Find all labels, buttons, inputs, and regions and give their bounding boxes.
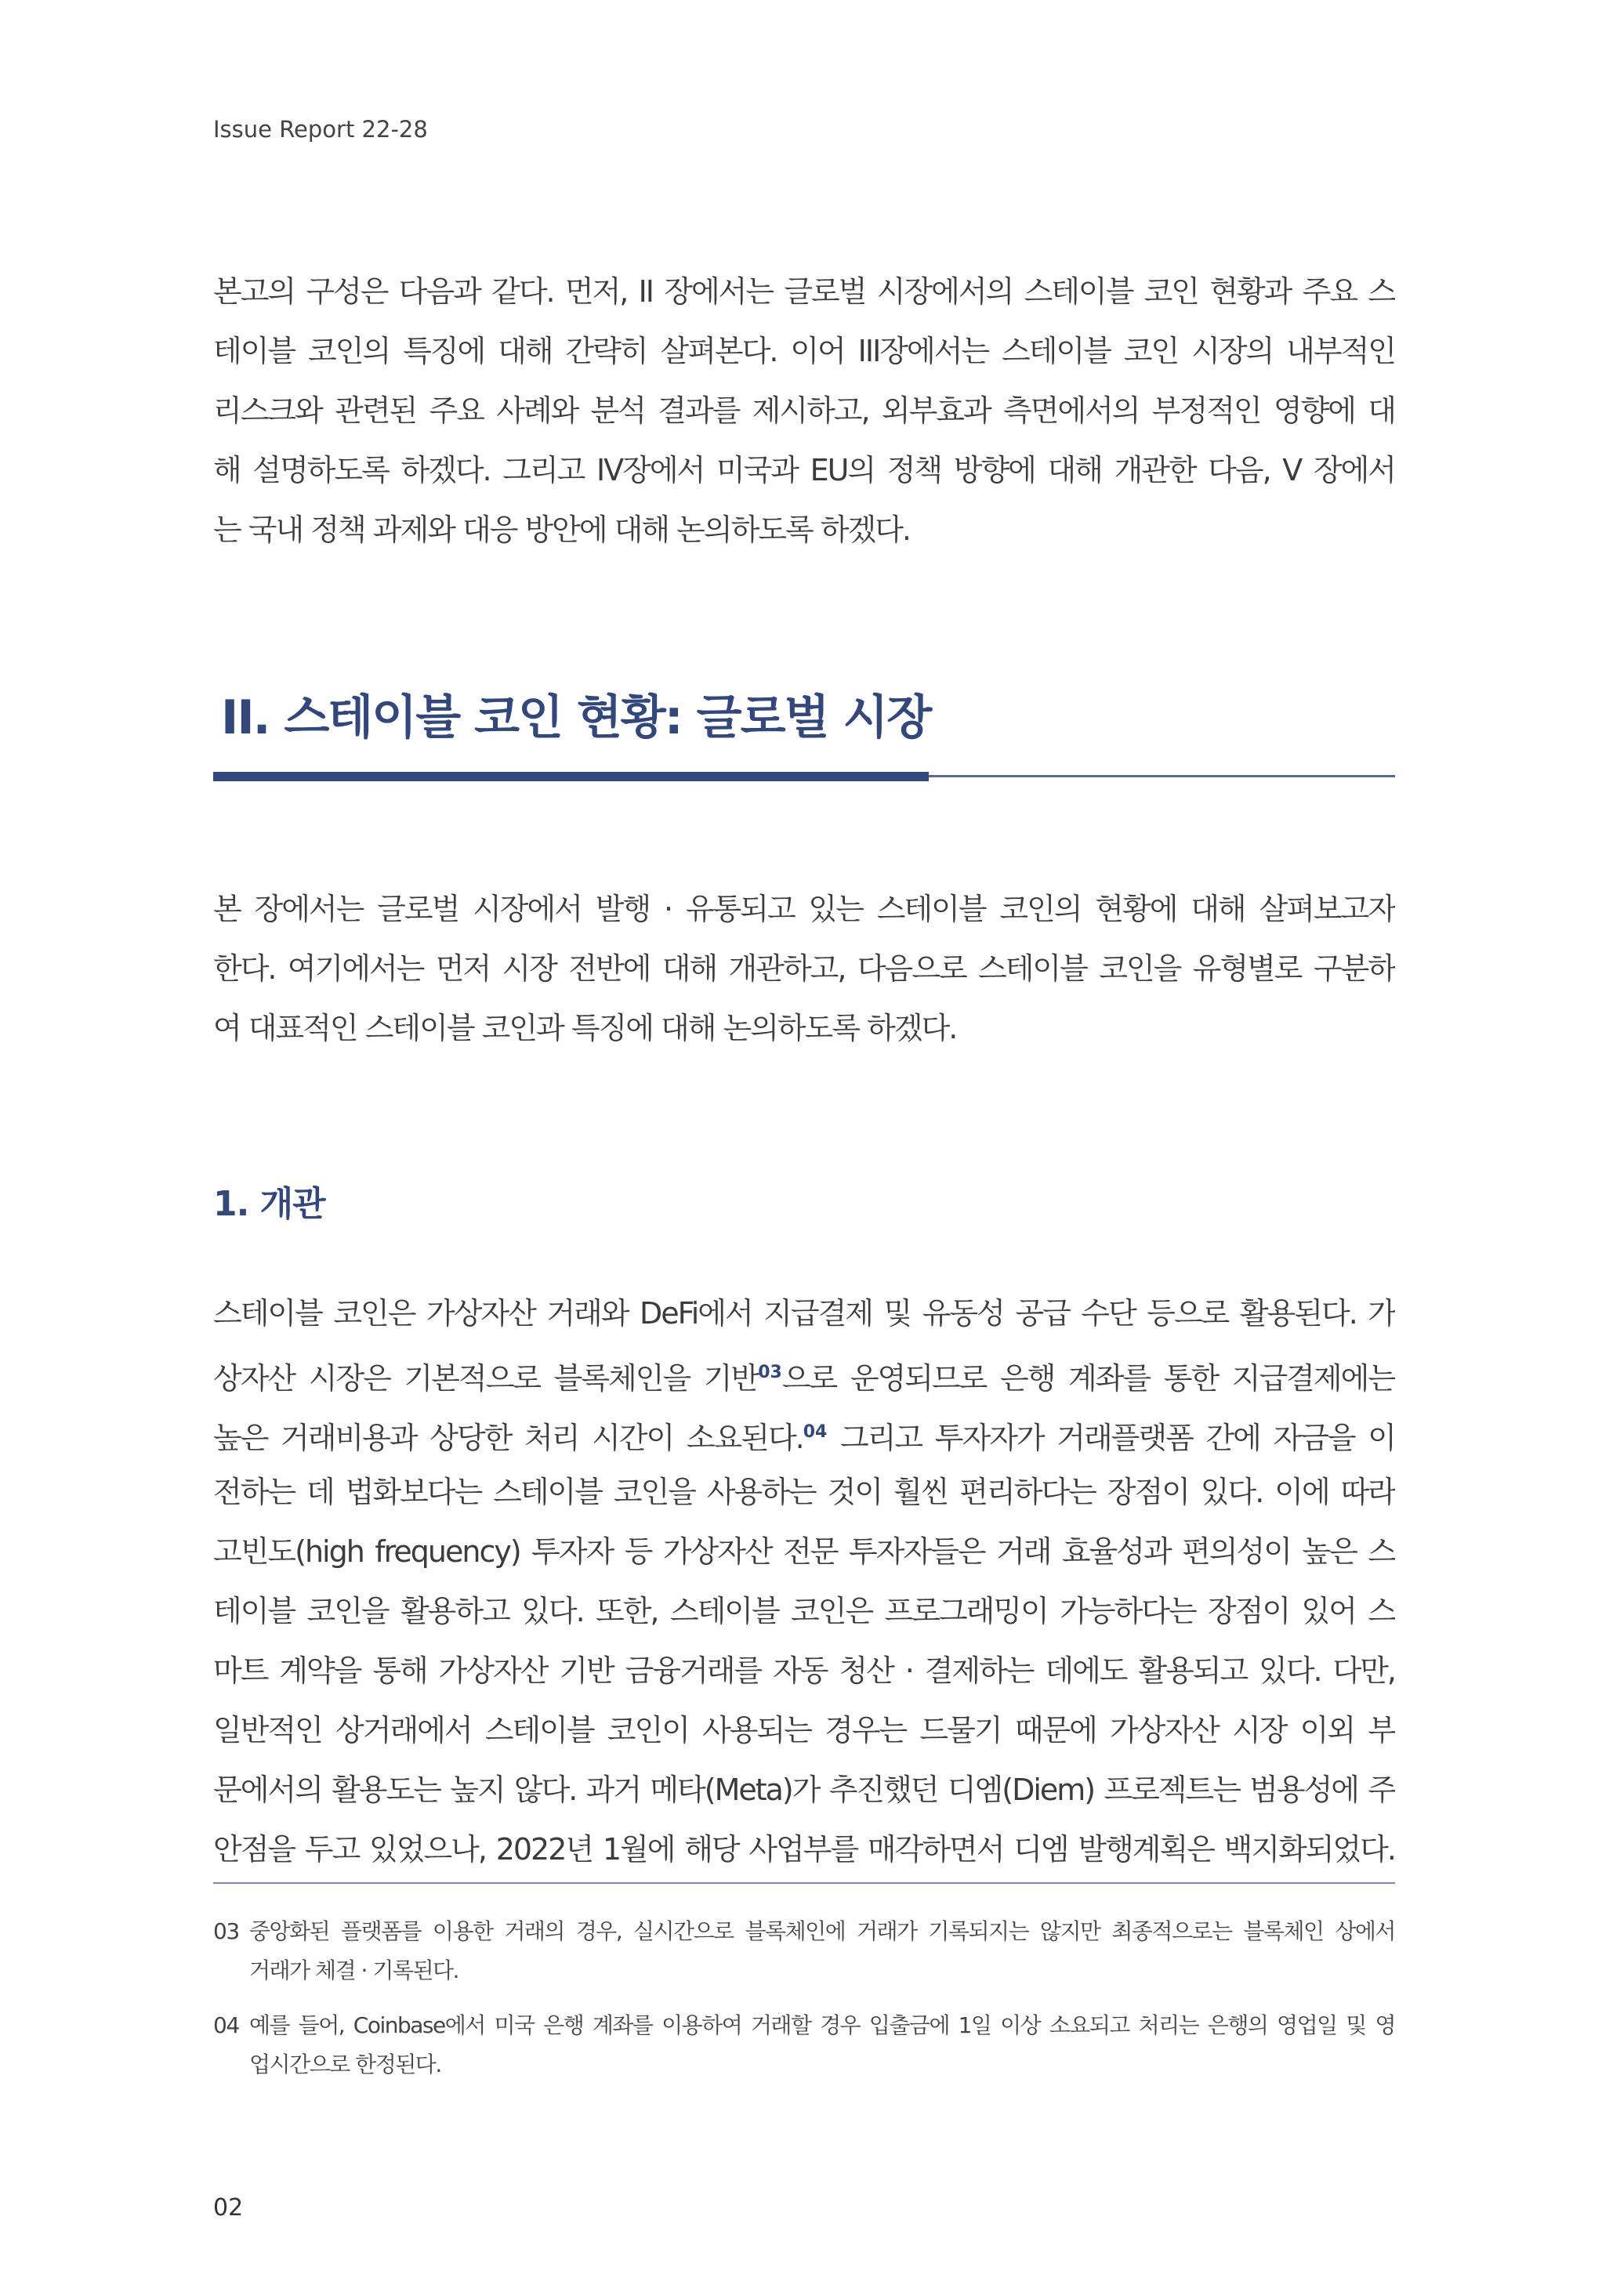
text-line: 는 국내 정책 과제와 대응 방안에 대해 논의하도록 하겠다. — [213, 512, 910, 547]
footnote-ref-04[interactable]: 04 — [803, 1422, 828, 1442]
text-line: 스테이블 코인은 가상자산 거래와 DeFi에서 지급결제 및 유동성 공급 수단 등으로 활용된다. 가 — [213, 1296, 1395, 1331]
page-number: 02 — [213, 2194, 244, 2222]
text-line: 마트 계약을 통해 가상자산 기반 금융거래를 자동 청산 · 결제하는 데에도 활용되고 있다. 다만, — [213, 1653, 1395, 1688]
section-heading: II. 스테이블 코인 현황: 글로벌 시장 — [221, 690, 931, 745]
text-segment: 그리고 투자자가 거래플랫폼 간에 자금을 이 — [827, 1421, 1395, 1455]
text-line: 해 설명하도록 하겠다. 그리고 IV장에서 미국과 EU의 정책 방향에 대해 개관한 다음, V 장에서 — [213, 453, 1395, 487]
text-segment: 으로 운영되므로 은행 계좌를 통한 지급결제에는 — [781, 1361, 1395, 1396]
text-line: 테이블 코인의 특징에 대해 간략히 살펴본다. 이어 III장에서는 스테이블 코인 시장의 내부적인 — [213, 334, 1395, 368]
heading-rule-thin — [929, 775, 1395, 777]
footnote-text: 거래가 체결 · 기록된다. — [249, 1957, 458, 1983]
text-line: 테이블 코인을 활용하고 있다. 또한, 스테이블 코인은 프로그래밍이 가능하다는 장점이 있어 스 — [213, 1594, 1395, 1628]
text-line — [213, 1403, 1395, 1462]
footnote-text: 예를 들어, Coinbase에서 미국 은행 계좌를 이용하여 거래할 경우 입출금에 1일 이상 소요되고 처리는 은행의 영업일 및 영 — [249, 2012, 1395, 2038]
text-line: 전하는 데 법화보다는 스테이블 코인을 사용하는 것이 훨씬 편리하다는 장점이 있다. 이에 따라 — [213, 1475, 1395, 1509]
text-line: 리스크와 관련된 주요 사례와 분석 결과를 제시하고, 외부효과 측면에서의 부정적인 영향에 대 — [213, 393, 1395, 428]
text-line: 본고의 구성은 다음과 같다. 먼저, II 장에서는 글로벌 시장에서의 스테이블 코인 현황과 주요 스 — [213, 274, 1395, 309]
text-line: 고빈도(high frequency) 투자자 등 가상자산 전문 투자자들은 거래 효율성과 편의성이 높은 스 — [213, 1534, 1395, 1569]
text-line: 여 대표적인 스테이블 코인과 특징에 대해 논의하도록 하겠다. — [213, 1011, 957, 1045]
subsection-heading: 1. 개관 — [213, 1184, 325, 1224]
intro-paragraph — [213, 262, 1395, 560]
text-line — [213, 1343, 1395, 1403]
footnote-number: 04 — [213, 2012, 239, 2038]
text-line: 문에서의 활용도는 높지 않다. 과거 메타(Meta)가 추진했던 디엠(Diem) 프로젝트는 범용성에 주 — [213, 1773, 1395, 1807]
section-intro-paragraph — [213, 879, 1395, 1058]
footnote-ref-03[interactable]: 03 — [758, 1363, 782, 1382]
text-line: 일반적인 상거래에서 스테이블 코인이 사용되는 경우는 드물기 때문에 가상자산 시장 이외 부 — [213, 1713, 1395, 1747]
footnote-text: 중앙화된 플랫폼를 이용한 거래의 경우, 실시간으로 블록체인에 거래가 기록되지는 않지만 최종적으로는 블록체인 상에서 — [249, 1918, 1395, 1944]
footnote-03 — [213, 1912, 1395, 1990]
footnote-divider — [213, 1882, 1395, 1884]
text-line: 안점을 두고 있었으나, 2022년 1월에 해당 사업부를 매각하면서 디엠 발행계획은 백지화되었다. — [213, 1832, 1395, 1867]
text-line: 본 장에서는 글로벌 시장에서 발행 · 유통되고 있는 스테이블 코인의 현황에 대해 살펴보고자 — [213, 892, 1395, 926]
footnote-text: 업시간으로 한정된다. — [249, 2052, 441, 2077]
text-line: 한다. 여기에서는 먼저 시장 전반에 대해 개관하고, 다음으로 스테이블 코인을 유형별로 구분하 — [213, 951, 1395, 986]
report-header: Issue Report 22-28 — [213, 116, 428, 143]
footnote-04 — [213, 2006, 1395, 2084]
heading-rule-thick — [213, 772, 929, 781]
text-segment: 상자산 시장은 기본적으로 블록체인을 기반 — [213, 1361, 759, 1396]
text-segment: 높은 거래비용과 상당한 처리 시간이 소요된다. — [213, 1421, 803, 1455]
body-paragraph — [213, 1284, 1395, 1879]
footnote-number: 03 — [213, 1918, 239, 1944]
